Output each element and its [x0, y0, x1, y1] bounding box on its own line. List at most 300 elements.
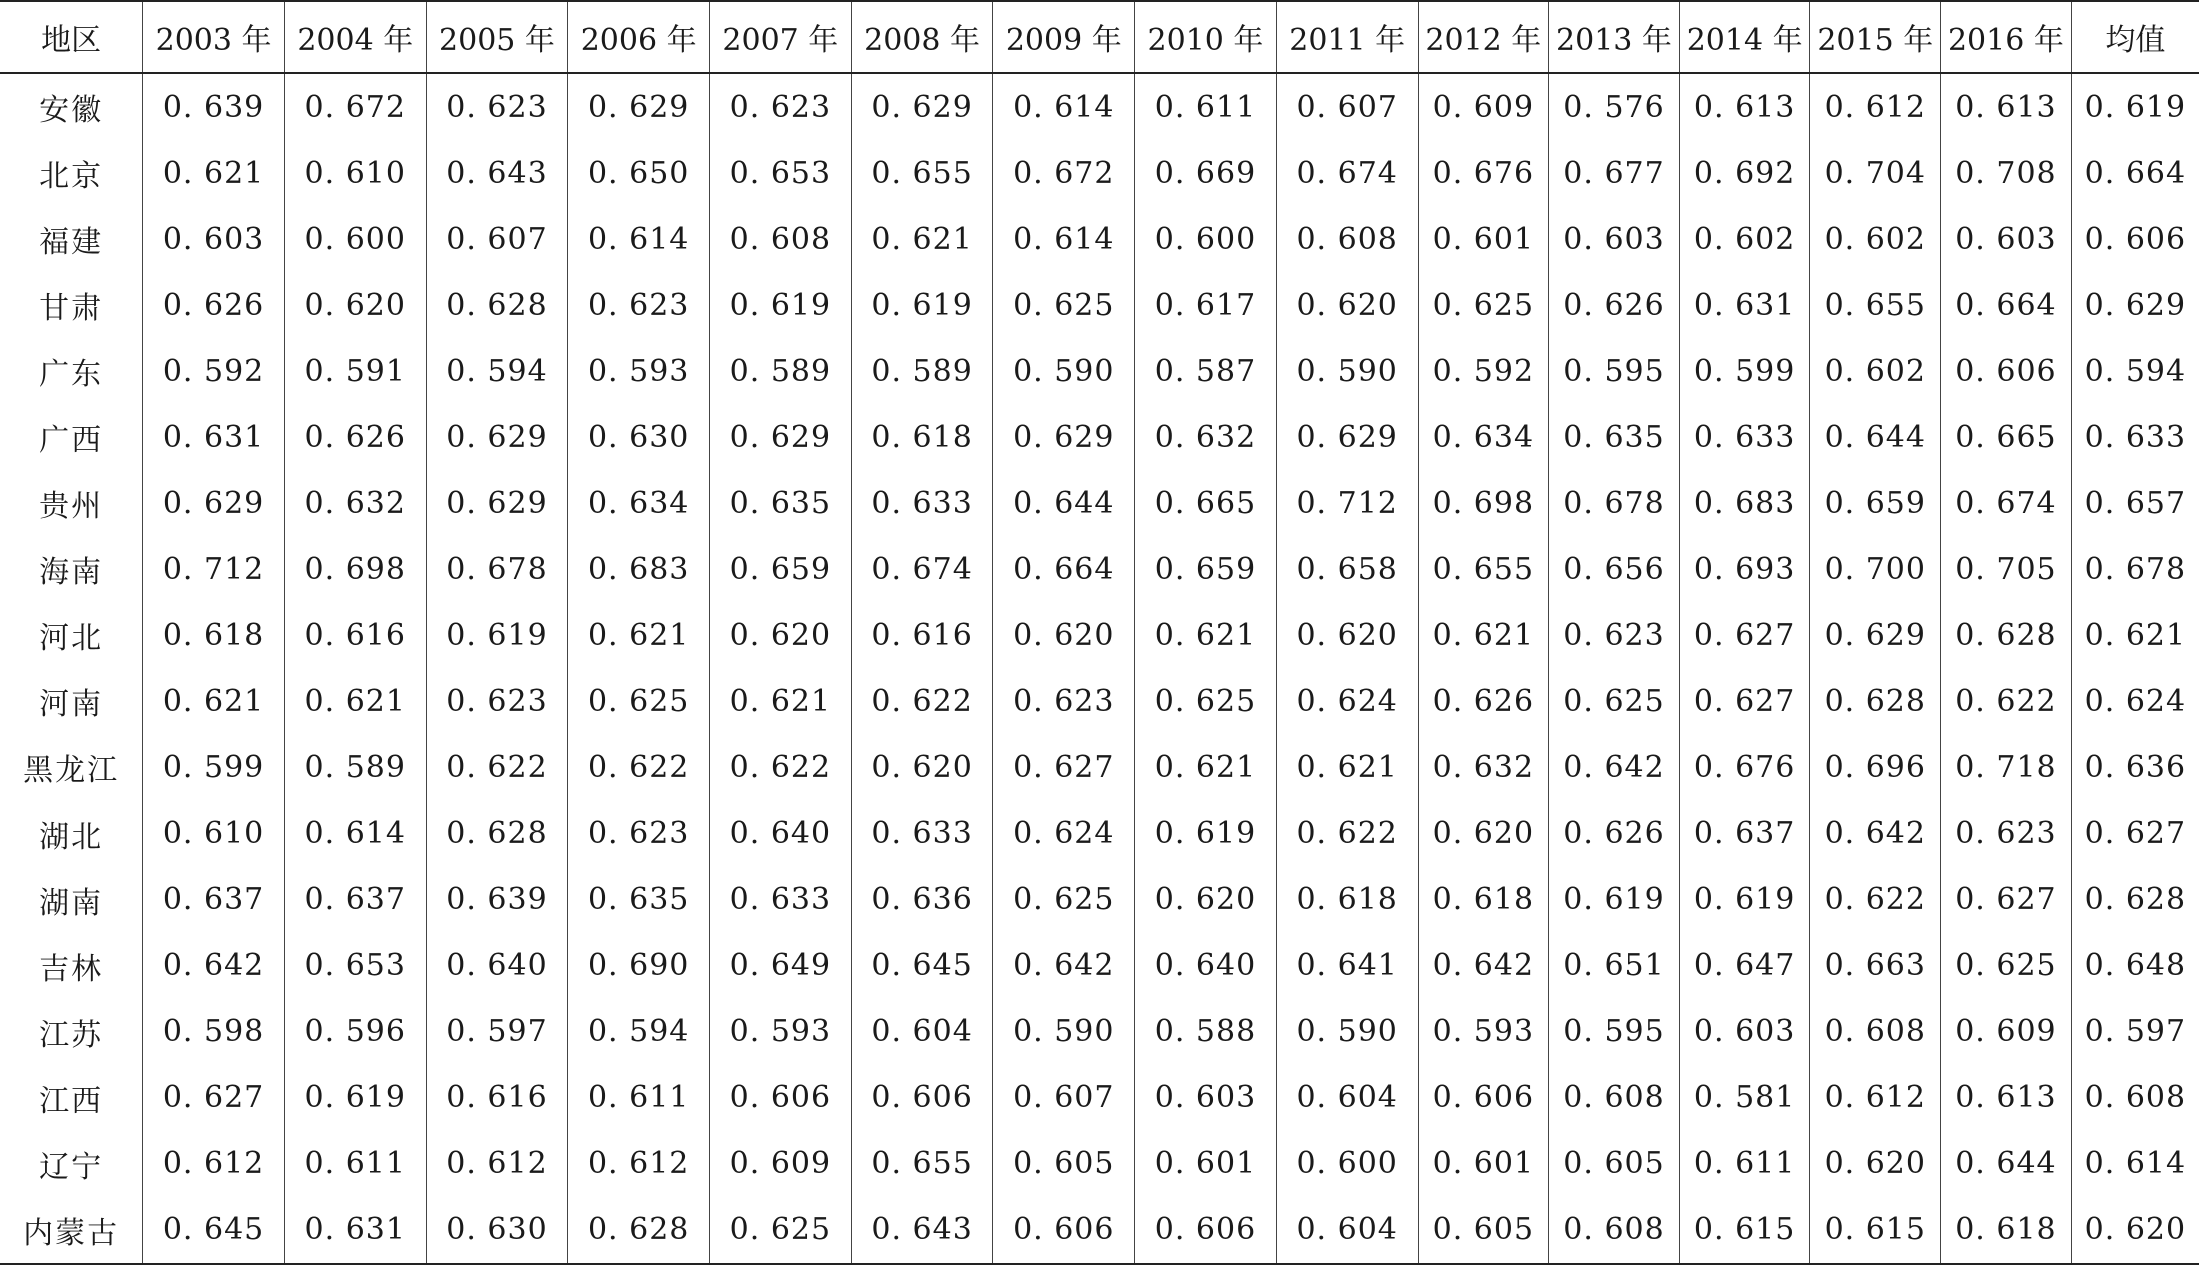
value-cell: 0. 633 — [851, 801, 993, 867]
value-cell: 0. 614 — [568, 206, 710, 272]
value-cell: 0. 625 — [1135, 668, 1277, 734]
value-cell: 0. 665 — [1135, 470, 1277, 536]
value-cell: 0. 627 — [1679, 668, 1810, 734]
value-cell: 0. 672 — [284, 73, 426, 140]
value-cell: 0. 620 — [1276, 602, 1418, 668]
value-cell: 0. 640 — [710, 801, 852, 867]
mean-cell: 0. 621 — [2071, 602, 2199, 668]
value-cell: 0. 589 — [710, 338, 852, 404]
value-cell: 0. 608 — [1549, 1197, 1680, 1264]
region-cell: 安徽 — [39, 93, 104, 129]
value-cell: 0. 653 — [710, 140, 852, 206]
value-cell: 0. 581 — [1679, 1065, 1810, 1131]
region-cell: 湖北 — [39, 819, 104, 855]
value-cell: 0. 620 — [851, 734, 993, 800]
value-cell: 0. 623 — [1941, 801, 2072, 867]
region-cell: 河北 — [39, 621, 104, 657]
value-cell: 0. 601 — [1135, 1131, 1277, 1197]
value-cell: 0. 601 — [1418, 1131, 1549, 1197]
column-header-year: 2015 年 — [1810, 1, 1941, 73]
value-cell: 0. 593 — [710, 999, 852, 1065]
value-cell: 0. 627 — [1941, 867, 2072, 933]
value-cell: 0. 637 — [143, 867, 285, 933]
value-cell: 0. 620 — [284, 272, 426, 338]
value-cell: 0. 658 — [1276, 536, 1418, 602]
value-cell: 0. 620 — [993, 602, 1135, 668]
value-cell: 0. 615 — [1810, 1197, 1941, 1264]
value-cell: 0. 618 — [851, 404, 993, 470]
mean-cell: 0. 657 — [2071, 470, 2199, 536]
value-cell: 0. 676 — [1418, 140, 1549, 206]
value-cell: 0. 602 — [1679, 206, 1810, 272]
region-cell: 黑龙江 — [23, 753, 120, 789]
value-cell: 0. 628 — [1941, 602, 2072, 668]
value-cell: 0. 672 — [993, 140, 1135, 206]
value-cell: 0. 629 — [993, 404, 1135, 470]
value-cell: 0. 712 — [1276, 470, 1418, 536]
value-cell: 0. 650 — [568, 140, 710, 206]
value-cell: 0. 621 — [1418, 602, 1549, 668]
value-cell: 0. 606 — [993, 1197, 1135, 1264]
region-cell: 吉林 — [39, 951, 104, 987]
value-cell: 0. 614 — [993, 73, 1135, 140]
region-cell: 湖南 — [39, 885, 104, 921]
value-cell: 0. 603 — [1549, 206, 1680, 272]
value-cell: 0. 603 — [1135, 1065, 1277, 1131]
value-cell: 0. 623 — [426, 668, 568, 734]
value-cell: 0. 609 — [1418, 73, 1549, 140]
value-cell: 0. 629 — [1810, 602, 1941, 668]
value-cell: 0. 620 — [710, 602, 852, 668]
value-cell: 0. 612 — [426, 1131, 568, 1197]
value-cell: 0. 608 — [710, 206, 852, 272]
value-cell: 0. 698 — [284, 536, 426, 602]
value-cell: 0. 642 — [1549, 734, 1680, 800]
value-cell: 0. 639 — [143, 73, 285, 140]
value-cell: 0. 603 — [143, 206, 285, 272]
value-cell: 0. 645 — [851, 933, 993, 999]
mean-cell: 0. 648 — [2071, 933, 2199, 999]
table-row — [0, 73, 2199, 140]
value-cell: 0. 576 — [1549, 73, 1680, 140]
value-cell: 0. 621 — [710, 668, 852, 734]
value-cell: 0. 644 — [1810, 404, 1941, 470]
value-cell: 0. 608 — [1549, 1065, 1680, 1131]
value-cell: 0. 643 — [426, 140, 568, 206]
value-cell: 0. 625 — [568, 668, 710, 734]
value-cell: 0. 674 — [851, 536, 993, 602]
value-cell: 0. 611 — [1679, 1131, 1810, 1197]
value-cell: 0. 640 — [426, 933, 568, 999]
value-cell: 0. 594 — [426, 338, 568, 404]
value-cell: 0. 678 — [1549, 470, 1680, 536]
value-cell: 0. 635 — [1549, 404, 1680, 470]
mean-cell: 0. 597 — [2071, 999, 2199, 1065]
region-cell: 广西 — [39, 423, 104, 459]
value-cell: 0. 632 — [284, 470, 426, 536]
value-cell: 0. 602 — [1810, 206, 1941, 272]
value-cell: 0. 608 — [1276, 206, 1418, 272]
value-cell: 0. 615 — [1679, 1197, 1810, 1264]
value-cell: 0. 622 — [851, 668, 993, 734]
value-cell: 0. 663 — [1810, 933, 1941, 999]
table-row — [0, 999, 2199, 1065]
value-cell: 0. 634 — [1418, 404, 1549, 470]
value-cell: 0. 603 — [1679, 999, 1810, 1065]
column-header-year: 2012 年 — [1418, 1, 1549, 73]
value-cell: 0. 632 — [1135, 404, 1277, 470]
value-cell: 0. 644 — [1941, 1131, 2072, 1197]
value-cell: 0. 621 — [143, 668, 285, 734]
region-cell: 内蒙古 — [0, 1197, 143, 1264]
value-cell: 0. 611 — [284, 1131, 426, 1197]
value-cell: 0. 625 — [1549, 668, 1680, 734]
value-cell: 0. 677 — [1549, 140, 1680, 206]
value-cell: 0. 611 — [568, 1065, 710, 1131]
value-cell: 0. 665 — [1941, 404, 2072, 470]
value-cell: 0. 683 — [1679, 470, 1810, 536]
value-cell: 0. 627 — [1679, 602, 1810, 668]
region-cell: 辽宁 — [39, 1149, 104, 1185]
column-header-year: 2013 年 — [1549, 1, 1680, 73]
value-cell: 0. 708 — [1941, 140, 2072, 206]
value-cell: 0. 629 — [851, 73, 993, 140]
column-header-year: 2005 年 — [426, 1, 568, 73]
value-cell: 0. 621 — [1135, 734, 1277, 800]
mean-cell: 0. 628 — [2071, 867, 2199, 933]
value-cell: 0. 603 — [1941, 206, 2072, 272]
value-cell: 0. 621 — [568, 602, 710, 668]
value-cell: 0. 628 — [426, 801, 568, 867]
value-cell: 0. 631 — [1679, 272, 1810, 338]
value-cell: 0. 592 — [143, 338, 285, 404]
region-cell: 贵州 — [39, 489, 104, 525]
value-cell: 0. 626 — [1549, 272, 1680, 338]
value-cell: 0. 622 — [426, 734, 568, 800]
value-cell: 0. 610 — [284, 140, 426, 206]
value-cell: 0. 609 — [710, 1131, 852, 1197]
value-cell: 0. 631 — [143, 404, 285, 470]
value-cell: 0. 621 — [851, 206, 993, 272]
value-cell: 0. 625 — [993, 272, 1135, 338]
value-cell: 0. 622 — [1276, 801, 1418, 867]
region-cell: 河南 — [39, 687, 104, 723]
table-row — [0, 602, 2199, 668]
table-body — [0, 73, 2199, 1264]
value-cell: 0. 618 — [143, 602, 285, 668]
value-cell: 0. 607 — [993, 1065, 1135, 1131]
region-cell: 江苏 — [39, 1017, 104, 1053]
value-cell: 0. 629 — [426, 404, 568, 470]
value-cell: 0. 604 — [1276, 1065, 1418, 1131]
value-cell: 0. 655 — [1418, 536, 1549, 602]
value-cell: 0. 700 — [1810, 536, 1941, 602]
value-cell: 0. 602 — [1810, 338, 1941, 404]
value-cell: 0. 622 — [568, 734, 710, 800]
column-header-year: 2006 年 — [568, 1, 710, 73]
mean-cell: 0. 664 — [2071, 140, 2199, 206]
value-cell: 0. 595 — [1549, 338, 1680, 404]
value-cell: 0. 633 — [710, 867, 852, 933]
value-cell: 0. 620 — [1810, 1131, 1941, 1197]
value-cell: 0. 626 — [1549, 801, 1680, 867]
value-cell: 0. 619 — [710, 272, 852, 338]
table-row — [0, 1065, 2199, 1131]
table-row — [0, 206, 2199, 272]
column-header-year: 2003 年 — [143, 1, 285, 73]
region-cell: 江西 — [39, 1083, 104, 1119]
value-cell: 0. 606 — [1941, 338, 2072, 404]
value-cell: 0. 624 — [993, 801, 1135, 867]
value-cell: 0. 642 — [1418, 933, 1549, 999]
value-cell: 0. 664 — [1941, 272, 2072, 338]
value-cell: 0. 631 — [284, 1197, 426, 1264]
value-cell: 0. 634 — [568, 470, 710, 536]
value-cell: 0. 636 — [851, 867, 993, 933]
table-row — [0, 1197, 2199, 1264]
value-cell: 0. 692 — [1679, 140, 1810, 206]
value-cell: 0. 622 — [1941, 668, 2072, 734]
value-cell: 0. 642 — [143, 933, 285, 999]
value-cell: 0. 588 — [1135, 999, 1277, 1065]
column-header-region: 地区 — [0, 1, 143, 73]
value-cell: 0. 641 — [1276, 933, 1418, 999]
value-cell: 0. 623 — [1549, 602, 1680, 668]
value-cell: 0. 644 — [993, 470, 1135, 536]
mean-cell: 0. 627 — [2071, 801, 2199, 867]
column-header-year: 2007 年 — [710, 1, 852, 73]
value-cell: 0. 597 — [426, 999, 568, 1065]
value-cell: 0. 616 — [284, 602, 426, 668]
value-cell: 0. 599 — [143, 734, 285, 800]
value-cell: 0. 674 — [1941, 470, 2072, 536]
table-row — [0, 536, 2199, 602]
value-cell: 0. 613 — [1941, 1065, 2072, 1131]
table-row — [0, 734, 2199, 800]
value-cell: 0. 626 — [284, 404, 426, 470]
value-cell: 0. 655 — [1810, 272, 1941, 338]
value-cell: 0. 718 — [1941, 734, 2072, 800]
value-cell: 0. 614 — [993, 206, 1135, 272]
value-cell: 0. 659 — [710, 536, 852, 602]
column-header-year: 2014 年 — [1679, 1, 1810, 73]
header-row — [0, 1, 2199, 73]
value-cell: 0. 605 — [1418, 1197, 1549, 1264]
value-cell: 0. 598 — [143, 999, 285, 1065]
mean-cell: 0. 608 — [2071, 1065, 2199, 1131]
value-cell: 0. 642 — [1810, 801, 1941, 867]
value-cell: 0. 605 — [1549, 1131, 1680, 1197]
value-cell: 0. 651 — [1549, 933, 1680, 999]
value-cell: 0. 619 — [426, 602, 568, 668]
value-cell: 0. 655 — [851, 140, 993, 206]
mean-cell: 0. 633 — [2071, 404, 2199, 470]
value-cell: 0. 617 — [1135, 272, 1277, 338]
mean-cell: 0. 636 — [2071, 734, 2199, 800]
value-cell: 0. 625 — [710, 1197, 852, 1264]
value-cell: 0. 649 — [710, 933, 852, 999]
value-cell: 0. 619 — [1679, 867, 1810, 933]
value-cell: 0. 610 — [143, 801, 285, 867]
value-cell: 0. 635 — [710, 470, 852, 536]
region-cell: 福建 — [39, 225, 104, 261]
value-cell: 0. 664 — [993, 536, 1135, 602]
value-cell: 0. 613 — [1679, 73, 1810, 140]
value-cell: 0. 645 — [143, 1197, 285, 1264]
column-header-year: 2010 年 — [1135, 1, 1277, 73]
value-cell: 0. 623 — [710, 73, 852, 140]
value-cell: 0. 625 — [993, 867, 1135, 933]
value-cell: 0. 614 — [284, 801, 426, 867]
value-cell: 0. 624 — [1276, 668, 1418, 734]
value-cell: 0. 623 — [568, 272, 710, 338]
value-cell: 0. 591 — [284, 338, 426, 404]
column-header-year: 2016 年 — [1941, 1, 2072, 73]
value-cell: 0. 612 — [568, 1131, 710, 1197]
value-cell: 0. 622 — [1810, 867, 1941, 933]
value-cell: 0. 629 — [1276, 404, 1418, 470]
value-cell: 0. 620 — [1135, 867, 1277, 933]
mean-cell: 0. 629 — [2071, 272, 2199, 338]
value-cell: 0. 589 — [851, 338, 993, 404]
value-cell: 0. 619 — [1549, 867, 1680, 933]
value-cell: 0. 619 — [284, 1065, 426, 1131]
table-row — [0, 1131, 2199, 1197]
table-row — [0, 470, 2199, 536]
value-cell: 0. 678 — [426, 536, 568, 602]
value-cell: 0. 642 — [993, 933, 1135, 999]
table-row — [0, 404, 2199, 470]
value-cell: 0. 599 — [1679, 338, 1810, 404]
value-cell: 0. 629 — [143, 470, 285, 536]
value-cell: 0. 601 — [1418, 206, 1549, 272]
mean-cell: 0. 620 — [2071, 1197, 2199, 1264]
value-cell: 0. 653 — [284, 933, 426, 999]
value-cell: 0. 621 — [284, 668, 426, 734]
value-cell: 0. 616 — [851, 602, 993, 668]
value-cell: 0. 683 — [568, 536, 710, 602]
column-header-year: 2004 年 — [284, 1, 426, 73]
value-cell: 0. 593 — [1418, 999, 1549, 1065]
table-row — [0, 867, 2199, 933]
value-cell: 0. 705 — [1941, 536, 2072, 602]
value-cell: 0. 629 — [568, 73, 710, 140]
table-row — [0, 140, 2199, 206]
table-row — [0, 933, 2199, 999]
value-cell: 0. 592 — [1418, 338, 1549, 404]
value-cell: 0. 627 — [993, 734, 1135, 800]
region-cell: 北京 — [39, 159, 104, 195]
value-cell: 0. 595 — [1549, 999, 1680, 1065]
value-cell: 0. 704 — [1810, 140, 1941, 206]
value-cell: 0. 626 — [143, 272, 285, 338]
value-cell: 0. 626 — [1418, 668, 1549, 734]
value-cell: 0. 604 — [851, 999, 993, 1065]
mean-cell: 0. 624 — [2071, 668, 2199, 734]
table-row — [0, 338, 2199, 404]
value-cell: 0. 623 — [568, 801, 710, 867]
value-cell: 0. 628 — [568, 1197, 710, 1264]
value-cell: 0. 693 — [1679, 536, 1810, 602]
value-cell: 0. 600 — [1276, 1131, 1418, 1197]
value-cell: 0. 647 — [1679, 933, 1810, 999]
value-cell: 0. 596 — [284, 999, 426, 1065]
table-row — [0, 668, 2199, 734]
value-cell: 0. 604 — [1276, 1197, 1418, 1264]
value-cell: 0. 674 — [1276, 140, 1418, 206]
value-cell: 0. 612 — [1810, 73, 1941, 140]
value-cell: 0. 606 — [1135, 1197, 1277, 1264]
value-cell: 0. 639 — [426, 867, 568, 933]
value-cell: 0. 611 — [1135, 73, 1277, 140]
value-cell: 0. 640 — [1135, 933, 1277, 999]
value-cell: 0. 590 — [993, 999, 1135, 1065]
value-cell: 0. 590 — [1276, 999, 1418, 1065]
value-cell: 0. 669 — [1135, 140, 1277, 206]
value-cell: 0. 621 — [143, 140, 285, 206]
value-cell: 0. 633 — [1679, 404, 1810, 470]
value-cell: 0. 712 — [143, 536, 285, 602]
mean-cell: 0. 614 — [2071, 1131, 2199, 1197]
value-cell: 0. 633 — [851, 470, 993, 536]
value-cell: 0. 619 — [851, 272, 993, 338]
table-header — [0, 1, 2199, 73]
value-cell: 0. 621 — [1135, 602, 1277, 668]
value-cell: 0. 659 — [1810, 470, 1941, 536]
value-cell: 0. 607 — [1276, 73, 1418, 140]
value-cell: 0. 628 — [1810, 668, 1941, 734]
value-cell: 0. 590 — [1276, 338, 1418, 404]
value-cell: 0. 637 — [1679, 801, 1810, 867]
value-cell: 0. 613 — [1941, 73, 2072, 140]
table-row — [0, 272, 2199, 338]
value-cell: 0. 630 — [426, 1197, 568, 1264]
value-cell: 0. 605 — [993, 1131, 1135, 1197]
value-cell: 0. 659 — [1135, 536, 1277, 602]
value-cell: 0. 619 — [1135, 801, 1277, 867]
mean-cell: 0. 606 — [2071, 206, 2199, 272]
value-cell: 0. 629 — [426, 470, 568, 536]
value-cell: 0. 623 — [993, 668, 1135, 734]
value-cell: 0. 635 — [568, 867, 710, 933]
mean-cell: 0. 594 — [2071, 338, 2199, 404]
value-cell: 0. 620 — [1418, 801, 1549, 867]
value-cell: 0. 655 — [851, 1131, 993, 1197]
value-cell: 0. 622 — [710, 734, 852, 800]
value-cell: 0. 627 — [143, 1065, 285, 1131]
value-cell: 0. 587 — [1135, 338, 1277, 404]
value-cell: 0. 628 — [426, 272, 568, 338]
value-cell: 0. 637 — [284, 867, 426, 933]
value-cell: 0. 623 — [426, 73, 568, 140]
value-cell: 0. 606 — [851, 1065, 993, 1131]
table-row — [0, 801, 2199, 867]
value-cell: 0. 589 — [284, 734, 426, 800]
region-cell: 海南 — [39, 555, 104, 591]
value-cell: 0. 632 — [1418, 734, 1549, 800]
column-header-year: 2009 年 — [993, 1, 1135, 73]
value-cell: 0. 698 — [1418, 470, 1549, 536]
value-cell: 0. 656 — [1549, 536, 1680, 602]
value-cell: 0. 608 — [1810, 999, 1941, 1065]
value-cell: 0. 629 — [710, 404, 852, 470]
value-cell: 0. 606 — [710, 1065, 852, 1131]
mean-cell: 0. 678 — [2071, 536, 2199, 602]
region-cell: 广东 — [39, 357, 104, 393]
column-header-mean: 均值 — [2071, 1, 2199, 73]
value-cell: 0. 600 — [284, 206, 426, 272]
value-cell: 0. 643 — [851, 1197, 993, 1264]
